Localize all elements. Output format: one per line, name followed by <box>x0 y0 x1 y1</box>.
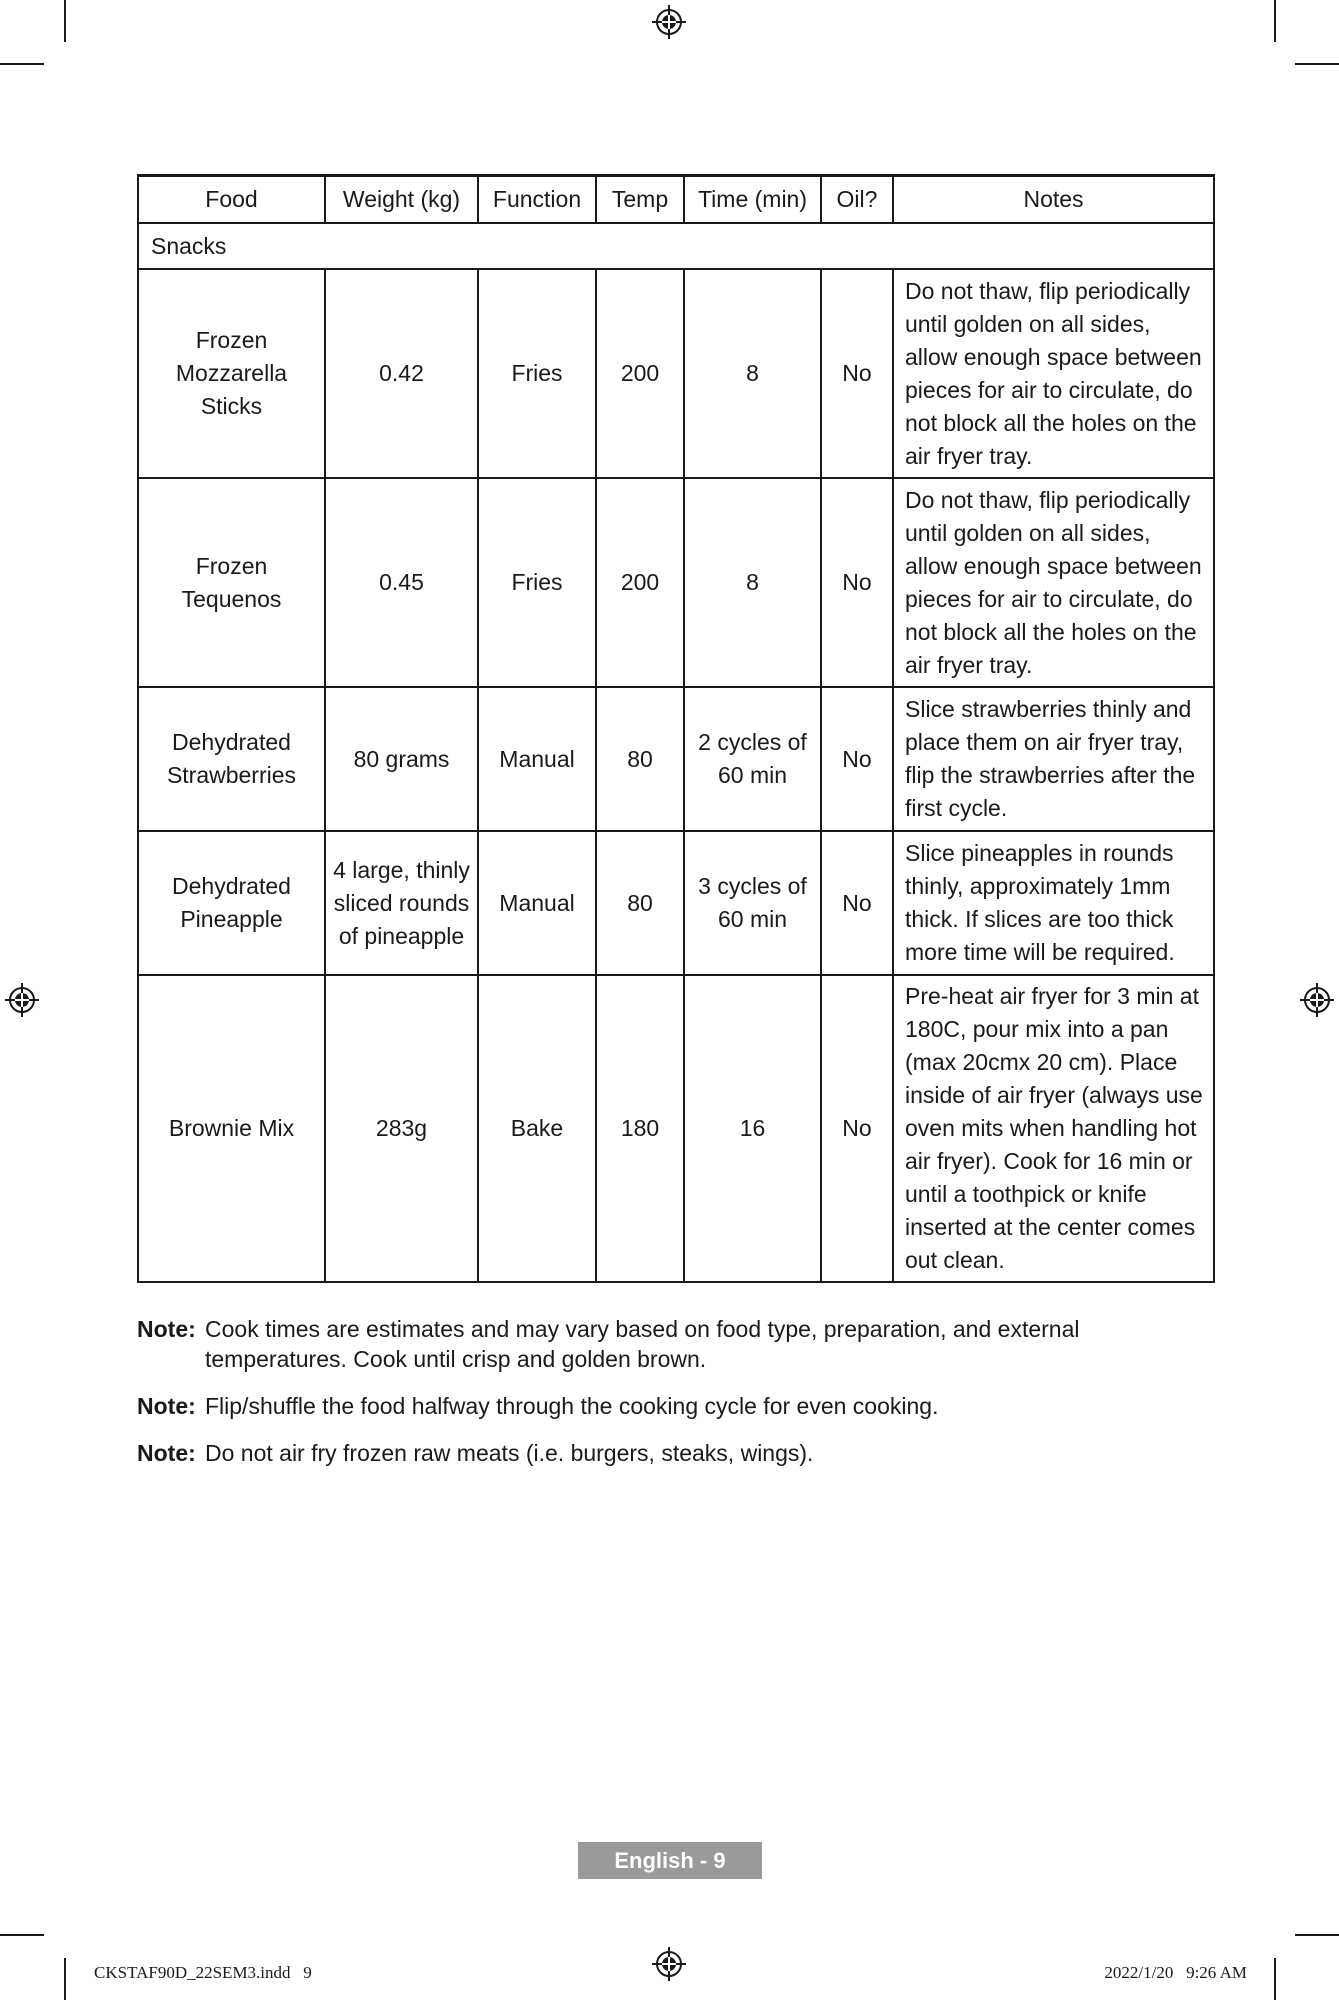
cell-oil: No <box>821 975 893 1282</box>
column-header-function: Function <box>478 176 596 224</box>
note-item <box>137 1314 1217 1374</box>
cell-notes: Slice strawberries thinly and place them on air fryer tray, flip the strawberries after the first cycle. <box>893 687 1214 831</box>
cell-temp: 200 <box>596 269 684 478</box>
crop-mark <box>64 1958 66 2000</box>
table-row <box>138 687 1214 831</box>
cell-food: Dehydrated Strawberries <box>138 687 325 831</box>
cell-food: Brownie Mix <box>138 975 325 1282</box>
cell-food: Frozen Mozzarella Sticks <box>138 269 325 478</box>
table-row <box>138 478 1214 687</box>
file-slug: CKSTAF90D_22SEM3.indd 9 <box>94 1963 312 1982</box>
cell-oil: No <box>821 478 893 687</box>
table-row <box>138 831 1214 975</box>
column-header-time: Time (min) <box>684 176 821 224</box>
note-text: Flip/shuffle the food halfway through the cooking cycle for even cooking. <box>205 1393 939 1419</box>
cell-weight: 0.42 <box>325 269 478 478</box>
table-row <box>138 975 1214 1282</box>
cell-time: 3 cycles of 60 min <box>684 831 821 975</box>
cell-food: Frozen Tequenos <box>138 478 325 687</box>
cell-time: 16 <box>684 975 821 1282</box>
registration-mark-icon <box>1300 983 1334 1017</box>
column-header-temp: Temp <box>596 176 684 224</box>
table-row <box>138 269 1214 478</box>
cell-weight: 80 grams <box>325 687 478 831</box>
column-header-food: Food <box>138 176 325 224</box>
note-item <box>137 1391 1217 1421</box>
note-text: Do not air fry frozen raw meats (i.e. burgers, steaks, wings). <box>205 1440 814 1466</box>
page-number-badge: English - 9 <box>578 1842 762 1879</box>
date-slug: 2022/1/20 9:26 AM <box>1104 1963 1247 1982</box>
notes-section <box>137 1314 1217 1485</box>
column-header-notes: Notes <box>893 176 1214 224</box>
crop-mark <box>0 63 44 65</box>
crop-mark <box>1295 63 1339 65</box>
cell-temp: 180 <box>596 975 684 1282</box>
cooking-chart-table <box>137 174 1215 1283</box>
cell-function: Bake <box>478 975 596 1282</box>
registration-mark-icon <box>5 983 39 1017</box>
crop-mark <box>1274 1958 1276 2000</box>
note-text: Cook times are estimates and may vary based on food type, preparation, and external temperatures. Cook until crisp and golden brown. <box>205 1316 1080 1372</box>
cell-function: Fries <box>478 478 596 687</box>
crop-mark <box>0 1934 44 1936</box>
table-header-row <box>138 176 1214 224</box>
registration-mark-icon <box>652 5 686 39</box>
cell-notes: Do not thaw, flip periodically until golden on all sides, allow enough space between pieces for air to circulate, do not block all the holes on the air fryer tray. <box>893 269 1214 478</box>
cell-temp: 80 <box>596 687 684 831</box>
cell-weight: 283g <box>325 975 478 1282</box>
section-label-snacks: Snacks <box>138 223 1214 269</box>
cell-weight: 4 large, thinly sliced rounds of pineapple <box>325 831 478 975</box>
registration-mark-icon <box>652 1947 686 1981</box>
note-label: Note: <box>137 1393 196 1419</box>
cell-function: Manual <box>478 687 596 831</box>
cell-function: Manual <box>478 831 596 975</box>
crop-mark <box>1274 0 1276 42</box>
crop-mark <box>64 0 66 42</box>
note-label: Note: <box>137 1316 196 1342</box>
cell-time: 8 <box>684 478 821 687</box>
cell-function: Fries <box>478 269 596 478</box>
cell-notes: Slice pineapples in rounds thinly, approximately 1mm thick. If slices are too thick more time will be required. <box>893 831 1214 975</box>
column-header-oil: Oil? <box>821 176 893 224</box>
cell-oil: No <box>821 831 893 975</box>
cell-food: Dehydrated Pineapple <box>138 831 325 975</box>
cell-temp: 200 <box>596 478 684 687</box>
cell-temp: 80 <box>596 831 684 975</box>
note-item <box>137 1438 1217 1468</box>
section-row <box>138 223 1214 269</box>
cell-oil: No <box>821 687 893 831</box>
note-label: Note: <box>137 1440 196 1466</box>
cell-time: 8 <box>684 269 821 478</box>
cell-oil: No <box>821 269 893 478</box>
crop-mark <box>1295 1934 1339 1936</box>
cell-time: 2 cycles of 60 min <box>684 687 821 831</box>
cell-notes: Do not thaw, flip periodically until golden on all sides, allow enough space between pieces for air to circulate, do not block all the holes on the air fryer tray. <box>893 478 1214 687</box>
cell-notes: Pre-heat air fryer for 3 min at 180C, pour mix into a pan (max 20cmx 20 cm). Place inside of air fryer (always use oven mits when handling hot air fryer). Cook for 16 min or until a toothpick or knife inserted at the center comes out clean. <box>893 975 1214 1282</box>
column-header-weight: Weight (kg) <box>325 176 478 224</box>
cell-weight: 0.45 <box>325 478 478 687</box>
